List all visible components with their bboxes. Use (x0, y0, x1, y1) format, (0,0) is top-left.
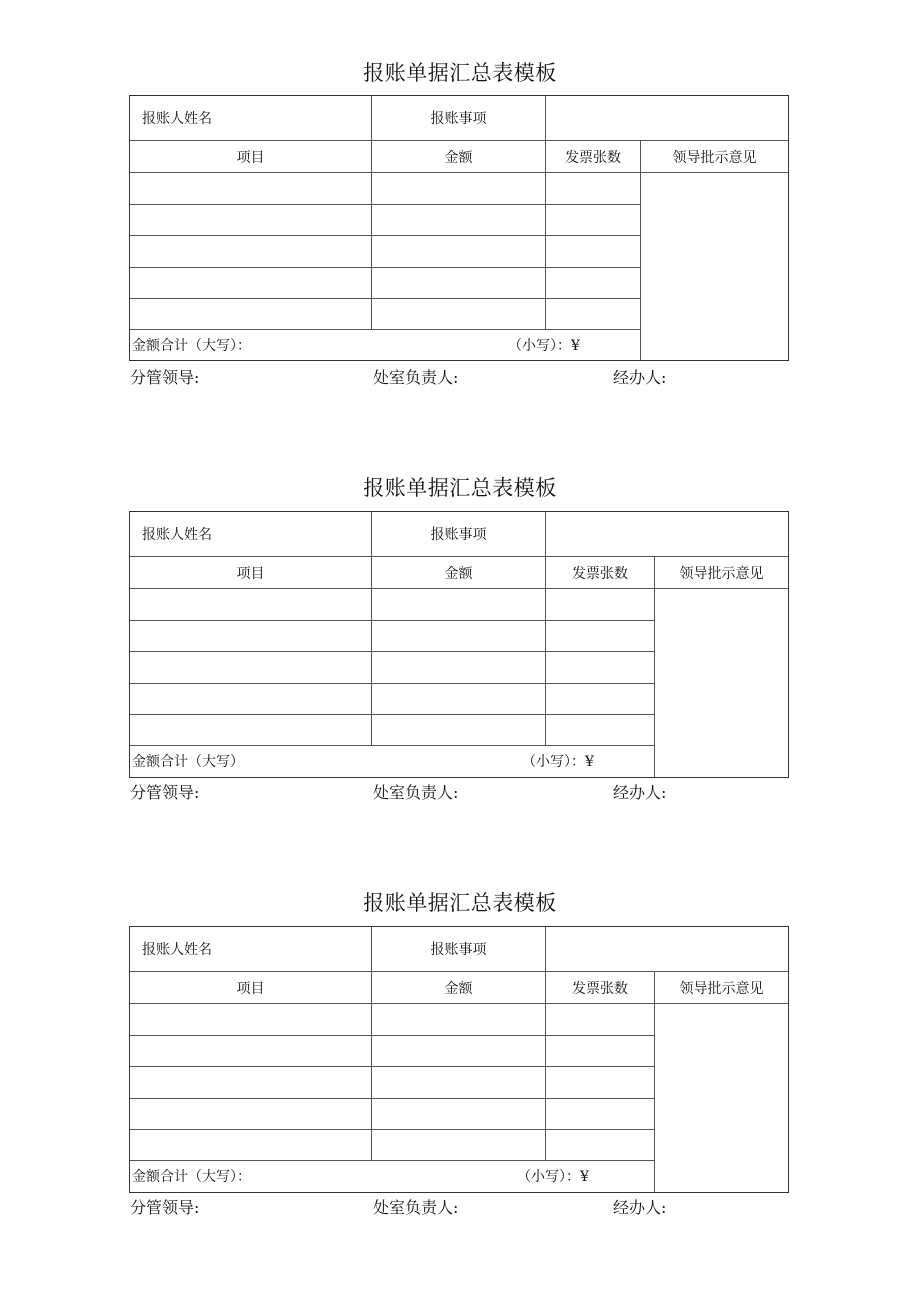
invoice-count-header: 发票张数 (572, 565, 628, 582)
amount-header: 金额 (444, 149, 473, 166)
total-upper-label: 金额合计（大写）： (132, 338, 251, 354)
approval-field[interactable] (655, 1004, 788, 1192)
reporter-name-label: 报账人姓名 (142, 527, 212, 543)
leader-signature-label: 分管领导: (130, 1198, 200, 1217)
reporter-name-field[interactable] (372, 96, 545, 140)
matter-label: 报账事项 (430, 942, 487, 958)
invoice-count-header: 发票张数 (565, 149, 621, 166)
invoice-count-header: 发票张数 (572, 980, 628, 997)
matter-label: 报账事项 (430, 527, 487, 543)
approval-field[interactable] (655, 589, 788, 777)
form-title: 报账单据汇总表模板 (363, 891, 557, 915)
approval-header: 领导批示意见 (679, 980, 764, 997)
leader-signature-label: 分管领导: (130, 783, 200, 802)
approval-field[interactable] (641, 173, 788, 360)
matter-field[interactable] (546, 96, 788, 140)
form-table (129, 95, 789, 361)
handler-signature-label: 经办人: (613, 783, 667, 802)
approval-header: 领导批示意见 (672, 149, 757, 166)
matter-label: 报账事项 (430, 111, 487, 127)
handler-signature-label: 经办人: (613, 368, 667, 387)
amount-header: 金额 (444, 980, 473, 997)
leader-signature-label: 分管领导: (130, 368, 200, 387)
reporter-name-label: 报账人姓名 (142, 111, 212, 127)
item-header: 项目 (236, 980, 265, 997)
reporter-name-label: 报账人姓名 (142, 942, 212, 958)
signature-row (130, 780, 790, 804)
total-lower-label: （小写）：¥ (517, 1169, 589, 1185)
form-table (129, 511, 789, 778)
signature-row (130, 365, 790, 389)
amount-header: 金额 (444, 565, 473, 582)
total-upper-label: 金额合计（大写） (132, 754, 244, 770)
handler-signature-label: 经办人: (613, 1198, 667, 1217)
form-title: 报账单据汇总表模板 (363, 476, 557, 500)
approval-header: 领导批示意见 (679, 565, 764, 582)
item-header: 项目 (236, 149, 265, 166)
total-lower-label: （小写）：¥ (508, 338, 580, 354)
matter-field[interactable] (546, 927, 788, 971)
form-title: 报账单据汇总表模板 (363, 61, 557, 85)
office-head-signature-label: 处室负责人: (373, 783, 459, 802)
office-head-signature-label: 处室负责人: (373, 368, 459, 387)
total-lower-label: （小写）：¥ (522, 754, 594, 770)
total-upper-label: 金额合计（大写）： (132, 1169, 251, 1185)
signature-row (130, 1195, 790, 1219)
form-table (129, 926, 789, 1193)
item-header: 项目 (236, 565, 265, 582)
office-head-signature-label: 处室负责人: (373, 1198, 459, 1217)
matter-field[interactable] (546, 512, 788, 556)
